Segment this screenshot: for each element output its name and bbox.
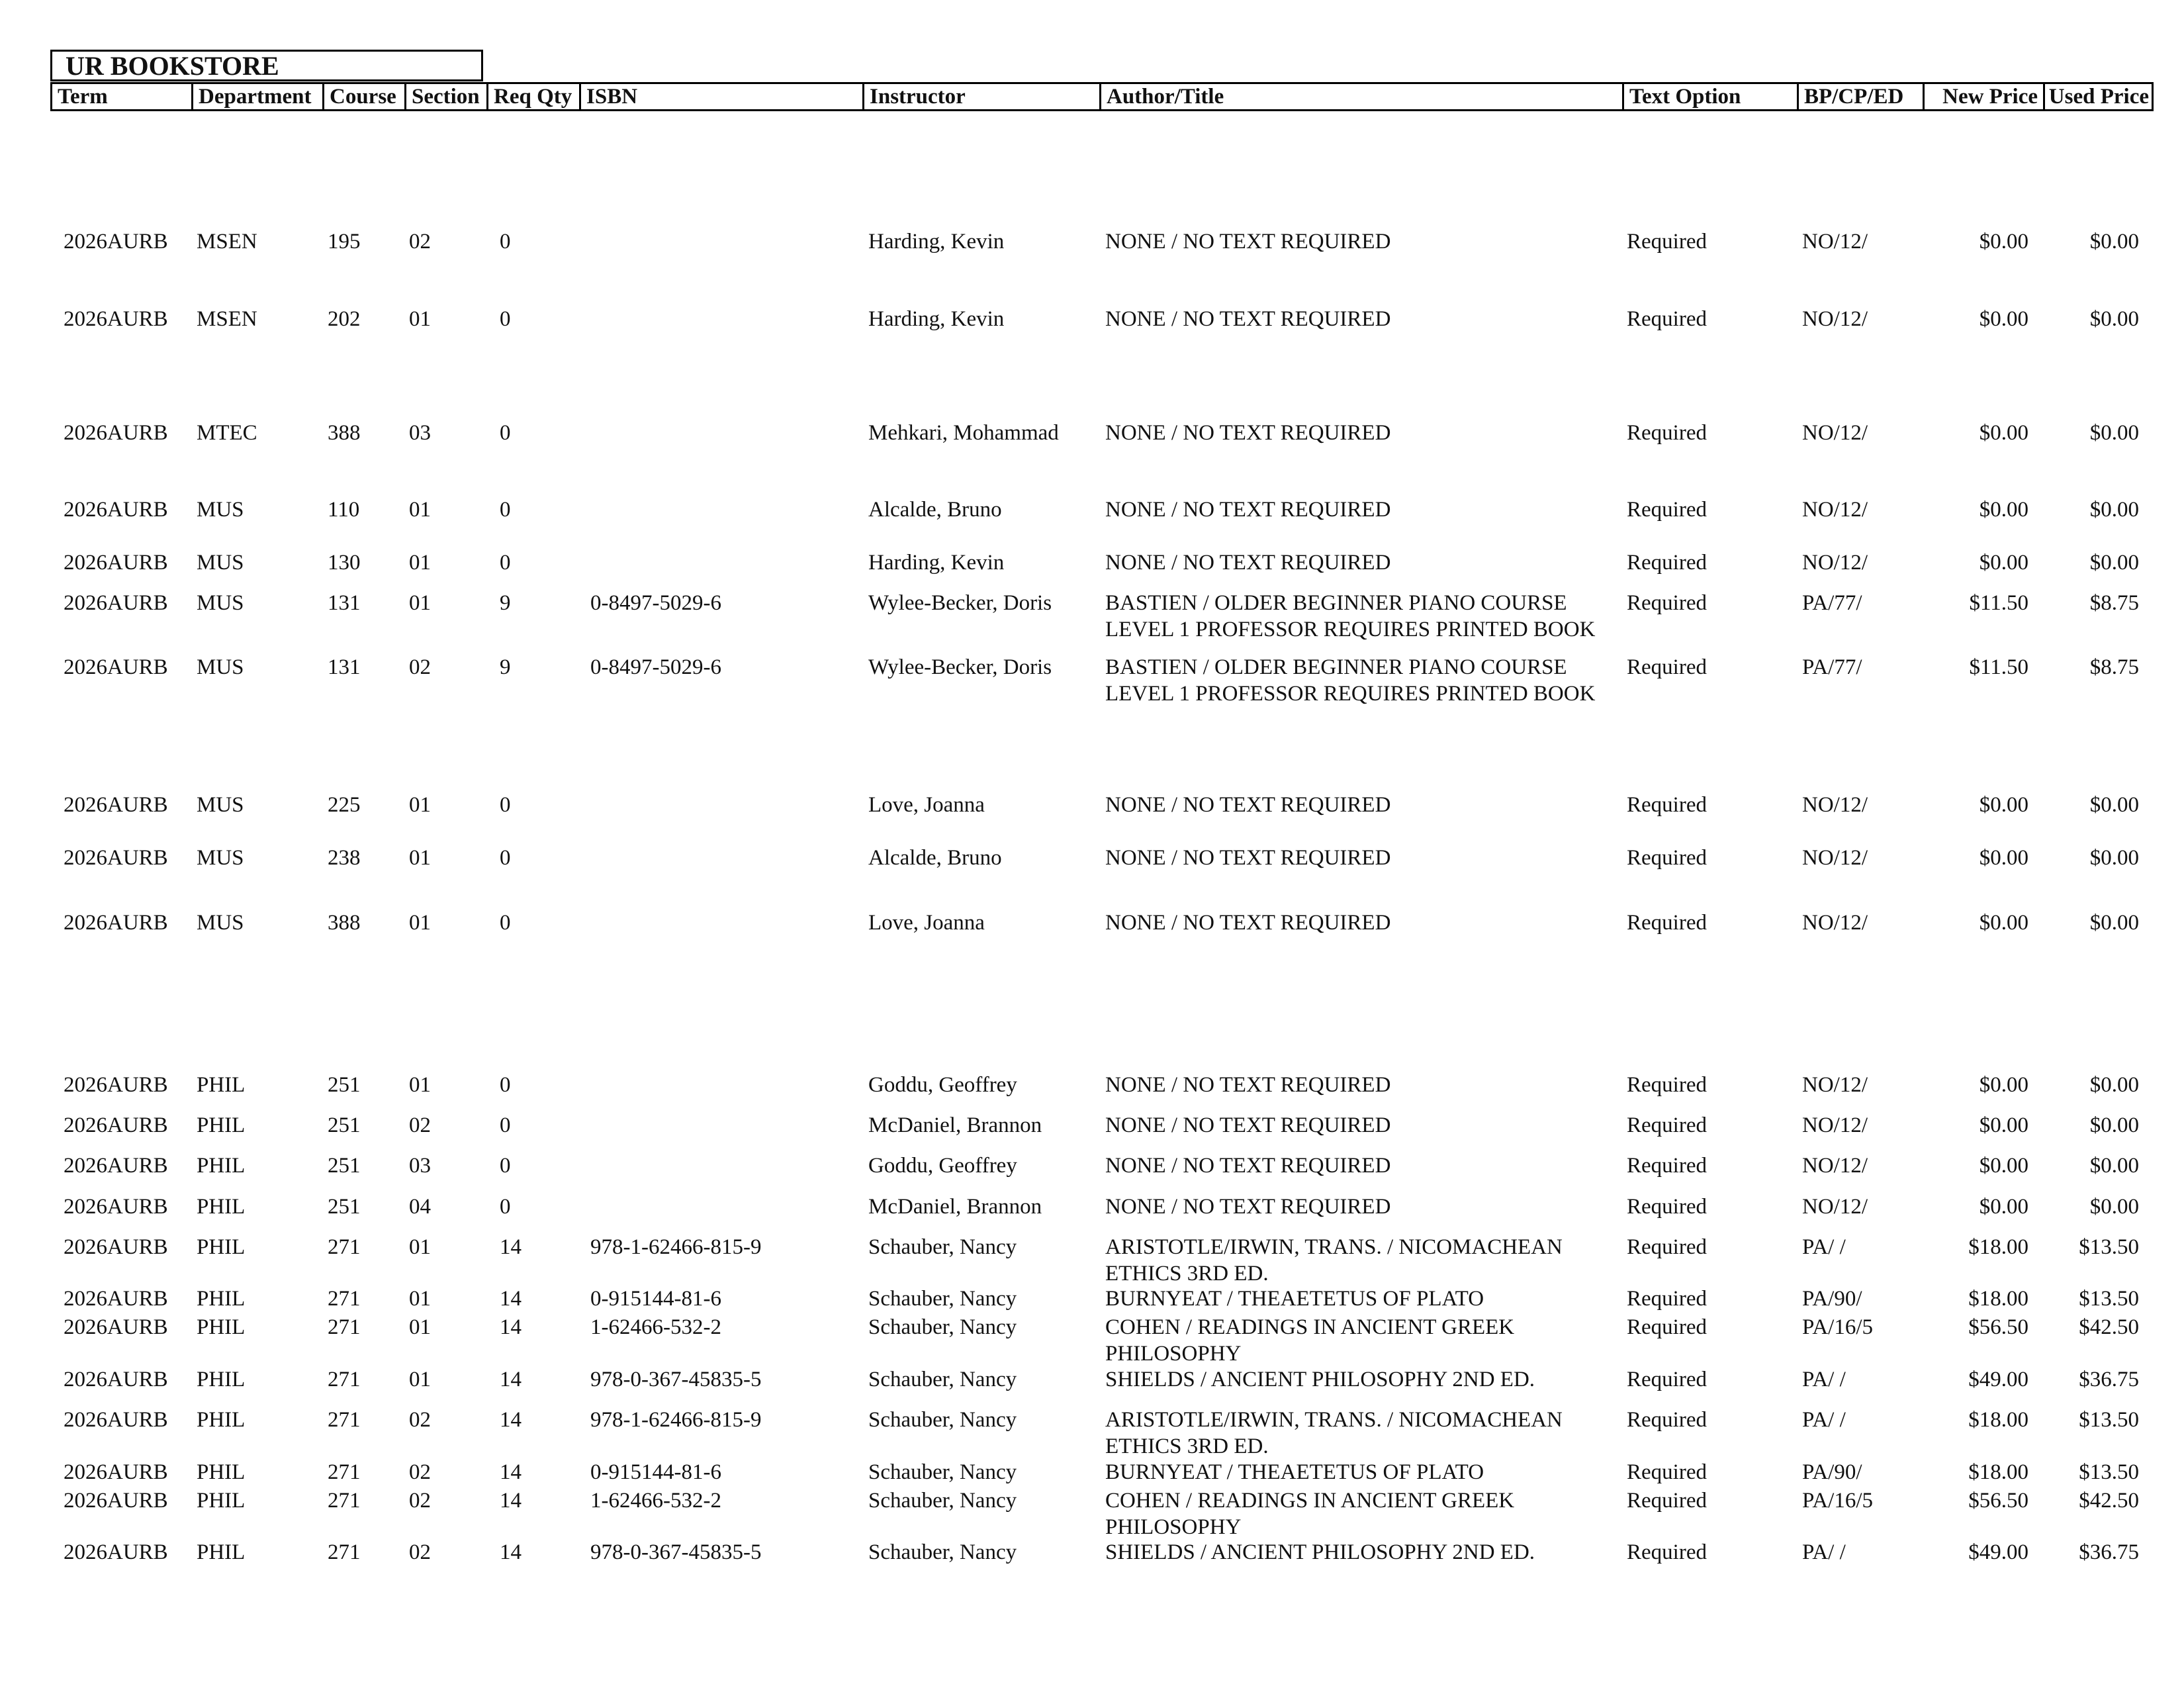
- cell-bp-cp-ed: PA/90/: [1802, 1287, 1862, 1311]
- cell-author-title: NONE / NO TEXT REQUIRED: [1105, 498, 1391, 522]
- cell-bp-cp-ed: NO/12/: [1802, 230, 1868, 254]
- cell-course: 271: [328, 1408, 361, 1432]
- header-author-title: Author/Title: [1099, 84, 1622, 109]
- cell-bp-cp-ed: NO/12/: [1802, 551, 1868, 575]
- cell-req-qty: 0: [500, 1195, 511, 1219]
- cell-course: 225: [328, 793, 361, 817]
- cell-bp-cp-ed: NO/12/: [1802, 421, 1868, 445]
- cell-used-price: $42.50: [2079, 1489, 2139, 1513]
- header-isbn: ISBN: [579, 84, 862, 109]
- cell-instructor: Harding, Kevin: [868, 307, 1005, 331]
- cell-section: 01: [409, 498, 431, 522]
- cell-department: PHIL: [197, 1235, 246, 1259]
- cell-req-qty: 0: [500, 1154, 511, 1178]
- cell-department: MUS: [197, 846, 244, 870]
- cell-bp-cp-ed: NO/12/: [1802, 1113, 1868, 1137]
- cell-used-price: $0.00: [2089, 911, 2139, 935]
- header-section: Section: [404, 84, 486, 109]
- cell-used-price: $13.50: [2079, 1287, 2139, 1311]
- cell-section: 01: [409, 911, 431, 935]
- cell-section: 01: [409, 591, 431, 615]
- cell-author-title: SHIELDS / ANCIENT PHILOSOPHY 2ND ED.: [1105, 1540, 1535, 1564]
- cell-used-price: $0.00: [2089, 1073, 2139, 1097]
- cell-author-title: BASTIEN / OLDER BEGINNER PIANO COURSE LEVEL 1 PROFESSOR REQUIRES PRINTED BOOK: [1105, 655, 1596, 706]
- cell-author-title: BURNYEAT / THEAETETUS OF PLATO: [1105, 1287, 1484, 1311]
- cell-department: MSEN: [197, 230, 257, 254]
- cell-bp-cp-ed: PA/ /: [1802, 1235, 1846, 1259]
- cell-text-option: Required: [1627, 1460, 1707, 1484]
- cell-used-price: $8.75: [2089, 655, 2139, 679]
- cell-author-title: NONE / NO TEXT REQUIRED: [1105, 793, 1391, 817]
- cell-term: 2026AURB: [64, 1315, 168, 1339]
- header-text-option: Text Option: [1622, 84, 1797, 109]
- cell-text-option: Required: [1627, 655, 1707, 679]
- cell-req-qty: 0: [500, 793, 511, 817]
- cell-used-price: $8.75: [2089, 591, 2139, 615]
- cell-bp-cp-ed: NO/12/: [1802, 911, 1868, 935]
- header-used-price: Used Price: [2043, 84, 2152, 109]
- cell-section: 01: [409, 1287, 431, 1311]
- cell-course: 251: [328, 1195, 361, 1219]
- cell-req-qty: 14: [500, 1315, 522, 1339]
- cell-term: 2026AURB: [64, 911, 168, 935]
- cell-instructor: Love, Joanna: [868, 911, 985, 935]
- cell-term: 2026AURB: [64, 846, 168, 870]
- cell-new-price: $0.00: [1979, 911, 2028, 935]
- cell-instructor: Schauber, Nancy: [868, 1408, 1017, 1432]
- cell-course: 202: [328, 307, 361, 331]
- cell-used-price: $0.00: [2089, 421, 2139, 445]
- cell-new-price: $0.00: [1979, 1113, 2028, 1137]
- cell-bp-cp-ed: NO/12/: [1802, 1154, 1868, 1178]
- cell-isbn: 0-8497-5029-6: [590, 655, 721, 679]
- cell-bp-cp-ed: PA/77/: [1802, 655, 1862, 679]
- cell-req-qty: 0: [500, 1113, 511, 1137]
- cell-course: 388: [328, 911, 361, 935]
- cell-instructor: Schauber, Nancy: [868, 1287, 1017, 1311]
- cell-section: 01: [409, 307, 431, 331]
- cell-term: 2026AURB: [64, 498, 168, 522]
- cell-new-price: $0.00: [1979, 793, 2028, 817]
- cell-author-title: NONE / NO TEXT REQUIRED: [1105, 1113, 1391, 1137]
- cell-instructor: Schauber, Nancy: [868, 1540, 1017, 1564]
- cell-text-option: Required: [1627, 1235, 1707, 1259]
- cell-text-option: Required: [1627, 307, 1707, 331]
- cell-department: MUS: [197, 655, 244, 679]
- cell-instructor: Goddu, Geoffrey: [868, 1073, 1017, 1097]
- cell-isbn: 1-62466-532-2: [590, 1489, 721, 1513]
- cell-new-price: $0.00: [1979, 1154, 2028, 1178]
- cell-text-option: Required: [1627, 1073, 1707, 1097]
- cell-term: 2026AURB: [64, 1408, 168, 1432]
- cell-text-option: Required: [1627, 498, 1707, 522]
- cell-req-qty: 0: [500, 421, 511, 445]
- cell-text-option: Required: [1627, 1489, 1707, 1513]
- cell-instructor: Schauber, Nancy: [868, 1489, 1017, 1513]
- cell-section: 02: [409, 655, 431, 679]
- cell-new-price: $49.00: [1968, 1540, 2028, 1564]
- header-new-price: New Price: [1923, 84, 2043, 109]
- cell-instructor: Schauber, Nancy: [868, 1368, 1017, 1391]
- store-title-box: [50, 50, 483, 81]
- cell-instructor: Wylee-Becker, Doris: [868, 591, 1052, 615]
- cell-used-price: $0.00: [2089, 793, 2139, 817]
- cell-department: PHIL: [197, 1195, 246, 1219]
- cell-course: 130: [328, 551, 361, 575]
- cell-req-qty: 14: [500, 1489, 522, 1513]
- cell-req-qty: 0: [500, 498, 511, 522]
- cell-bp-cp-ed: NO/12/: [1802, 1195, 1868, 1219]
- cell-section: 01: [409, 846, 431, 870]
- cell-course: 195: [328, 230, 361, 254]
- cell-section: 03: [409, 421, 431, 445]
- cell-text-option: Required: [1627, 1315, 1707, 1339]
- cell-course: 271: [328, 1540, 361, 1564]
- cell-section: 02: [409, 1489, 431, 1513]
- cell-section: 01: [409, 551, 431, 575]
- cell-used-price: $13.50: [2079, 1235, 2139, 1259]
- cell-text-option: Required: [1627, 1368, 1707, 1391]
- cell-course: 251: [328, 1073, 361, 1097]
- cell-req-qty: 0: [500, 230, 511, 254]
- cell-course: 251: [328, 1113, 361, 1137]
- cell-text-option: Required: [1627, 1287, 1707, 1311]
- cell-author-title: COHEN / READINGS IN ANCIENT GREEK PHILOSOPHY: [1105, 1315, 1515, 1366]
- cell-instructor: Alcalde, Bruno: [868, 846, 1002, 870]
- cell-text-option: Required: [1627, 551, 1707, 575]
- cell-section: 01: [409, 1235, 431, 1259]
- cell-course: 131: [328, 655, 361, 679]
- cell-author-title: NONE / NO TEXT REQUIRED: [1105, 421, 1391, 445]
- cell-isbn: 0-8497-5029-6: [590, 591, 721, 615]
- cell-department: PHIL: [197, 1540, 246, 1564]
- cell-new-price: $0.00: [1979, 307, 2028, 331]
- cell-used-price: $0.00: [2089, 846, 2139, 870]
- cell-section: 02: [409, 1540, 431, 1564]
- cell-course: 271: [328, 1460, 361, 1484]
- cell-author-title: NONE / NO TEXT REQUIRED: [1105, 1154, 1391, 1178]
- cell-new-price: $56.50: [1968, 1315, 2028, 1339]
- cell-new-price: $0.00: [1979, 421, 2028, 445]
- cell-used-price: $0.00: [2089, 230, 2139, 254]
- cell-course: 131: [328, 591, 361, 615]
- cell-bp-cp-ed: NO/12/: [1802, 846, 1868, 870]
- cell-new-price: $18.00: [1968, 1408, 2028, 1432]
- cell-author-title: NONE / NO TEXT REQUIRED: [1105, 307, 1391, 331]
- cell-course: 271: [328, 1489, 361, 1513]
- cell-course: 388: [328, 421, 361, 445]
- cell-department: PHIL: [197, 1154, 246, 1178]
- store-title: UR BOOKSTORE: [66, 51, 279, 81]
- cell-term: 2026AURB: [64, 1368, 168, 1391]
- cell-new-price: $0.00: [1979, 498, 2028, 522]
- cell-instructor: Goddu, Geoffrey: [868, 1154, 1017, 1178]
- cell-author-title: ARISTOTLE/IRWIN, TRANS. / NICOMACHEAN ETHICS 3RD ED.: [1105, 1408, 1563, 1458]
- cell-text-option: Required: [1627, 911, 1707, 935]
- cell-req-qty: 0: [500, 911, 511, 935]
- cell-new-price: $11.50: [1969, 655, 2028, 679]
- cell-text-option: Required: [1627, 1540, 1707, 1564]
- cell-department: MTEC: [197, 421, 257, 445]
- cell-author-title: NONE / NO TEXT REQUIRED: [1105, 846, 1391, 870]
- cell-isbn: 978-1-62466-815-9: [590, 1408, 762, 1432]
- cell-course: 271: [328, 1315, 361, 1339]
- header-course: Course: [322, 84, 404, 109]
- cell-new-price: $0.00: [1979, 551, 2028, 575]
- cell-req-qty: 14: [500, 1235, 522, 1259]
- cell-term: 2026AURB: [64, 551, 168, 575]
- cell-term: 2026AURB: [64, 1073, 168, 1097]
- cell-instructor: Schauber, Nancy: [868, 1315, 1017, 1339]
- cell-new-price: $18.00: [1968, 1460, 2028, 1484]
- cell-req-qty: 0: [500, 1073, 511, 1097]
- cell-department: MUS: [197, 793, 244, 817]
- cell-instructor: McDaniel, Brannon: [868, 1113, 1042, 1137]
- cell-used-price: $36.75: [2079, 1368, 2139, 1391]
- cell-department: PHIL: [197, 1408, 246, 1432]
- cell-section: 04: [409, 1195, 431, 1219]
- cell-department: PHIL: [197, 1113, 246, 1137]
- cell-term: 2026AURB: [64, 793, 168, 817]
- header-term: Term: [58, 85, 108, 109]
- cell-new-price: $0.00: [1979, 846, 2028, 870]
- cell-used-price: $42.50: [2079, 1315, 2139, 1339]
- cell-section: 01: [409, 1315, 431, 1339]
- header-instructor: Instructor: [862, 84, 1099, 109]
- cell-instructor: Alcalde, Bruno: [868, 498, 1002, 522]
- cell-section: 01: [409, 793, 431, 817]
- cell-author-title: BURNYEAT / THEAETETUS OF PLATO: [1105, 1460, 1484, 1484]
- cell-term: 2026AURB: [64, 655, 168, 679]
- cell-text-option: Required: [1627, 230, 1707, 254]
- cell-department: PHIL: [197, 1073, 246, 1097]
- table-header: [50, 82, 2154, 111]
- cell-term: 2026AURB: [64, 307, 168, 331]
- cell-new-price: $56.50: [1968, 1489, 2028, 1513]
- cell-bp-cp-ed: NO/12/: [1802, 307, 1868, 331]
- cell-course: 110: [328, 498, 360, 522]
- cell-bp-cp-ed: NO/12/: [1802, 498, 1868, 522]
- cell-author-title: NONE / NO TEXT REQUIRED: [1105, 1195, 1391, 1219]
- cell-author-title: COHEN / READINGS IN ANCIENT GREEK PHILOSOPHY: [1105, 1489, 1515, 1539]
- cell-department: PHIL: [197, 1489, 246, 1513]
- cell-used-price: $0.00: [2089, 498, 2139, 522]
- cell-used-price: $13.50: [2079, 1460, 2139, 1484]
- cell-section: 01: [409, 1368, 431, 1391]
- cell-section: 02: [409, 1460, 431, 1484]
- cell-instructor: Harding, Kevin: [868, 230, 1005, 254]
- cell-bp-cp-ed: PA/ /: [1802, 1368, 1846, 1391]
- cell-term: 2026AURB: [64, 1154, 168, 1178]
- cell-new-price: $11.50: [1969, 591, 2028, 615]
- cell-used-price: $0.00: [2089, 1195, 2139, 1219]
- cell-isbn: 0-915144-81-6: [590, 1287, 721, 1311]
- cell-req-qty: 0: [500, 846, 511, 870]
- cell-author-title: NONE / NO TEXT REQUIRED: [1105, 551, 1391, 575]
- cell-department: PHIL: [197, 1315, 246, 1339]
- cell-department: MUS: [197, 498, 244, 522]
- cell-bp-cp-ed: PA/16/5: [1802, 1489, 1873, 1513]
- cell-department: MSEN: [197, 307, 257, 331]
- cell-course: 251: [328, 1154, 361, 1178]
- cell-instructor: Love, Joanna: [868, 793, 985, 817]
- cell-bp-cp-ed: PA/77/: [1802, 591, 1862, 615]
- cell-section: 02: [409, 1408, 431, 1432]
- cell-req-qty: 9: [500, 655, 511, 679]
- cell-text-option: Required: [1627, 1408, 1707, 1432]
- cell-bp-cp-ed: NO/12/: [1802, 793, 1868, 817]
- cell-req-qty: 9: [500, 591, 511, 615]
- cell-used-price: $0.00: [2089, 307, 2139, 331]
- cell-bp-cp-ed: NO/12/: [1802, 1073, 1868, 1097]
- header-req-qty: Req Qty: [486, 84, 579, 109]
- cell-bp-cp-ed: PA/16/5: [1802, 1315, 1873, 1339]
- cell-text-option: Required: [1627, 1154, 1707, 1178]
- cell-section: 01: [409, 1073, 431, 1097]
- cell-term: 2026AURB: [64, 230, 168, 254]
- cell-req-qty: 0: [500, 551, 511, 575]
- cell-bp-cp-ed: PA/ /: [1802, 1540, 1846, 1564]
- cell-author-title: SHIELDS / ANCIENT PHILOSOPHY 2ND ED.: [1105, 1368, 1535, 1391]
- cell-bp-cp-ed: PA/ /: [1802, 1408, 1846, 1432]
- cell-text-option: Required: [1627, 421, 1707, 445]
- cell-text-option: Required: [1627, 1195, 1707, 1219]
- header-department: Department: [191, 84, 322, 109]
- cell-department: MUS: [197, 551, 244, 575]
- cell-used-price: $0.00: [2089, 551, 2139, 575]
- cell-new-price: $0.00: [1979, 1195, 2028, 1219]
- cell-new-price: $0.00: [1979, 230, 2028, 254]
- header-bp-cp-ed: BP/CP/ED: [1797, 84, 1923, 109]
- cell-author-title: NONE / NO TEXT REQUIRED: [1105, 911, 1391, 935]
- cell-course: 271: [328, 1287, 361, 1311]
- cell-text-option: Required: [1627, 1113, 1707, 1137]
- cell-instructor: McDaniel, Brannon: [868, 1195, 1042, 1219]
- cell-course: 271: [328, 1235, 361, 1259]
- cell-author-title: ARISTOTLE/IRWIN, TRANS. / NICOMACHEAN ETHICS 3RD ED.: [1105, 1235, 1563, 1286]
- cell-term: 2026AURB: [64, 1460, 168, 1484]
- cell-text-option: Required: [1627, 793, 1707, 817]
- cell-instructor: Harding, Kevin: [868, 551, 1005, 575]
- cell-used-price: $0.00: [2089, 1154, 2139, 1178]
- cell-new-price: $0.00: [1979, 1073, 2028, 1097]
- cell-term: 2026AURB: [64, 421, 168, 445]
- cell-req-qty: 14: [500, 1540, 522, 1564]
- cell-bp-cp-ed: PA/90/: [1802, 1460, 1862, 1484]
- cell-department: MUS: [197, 911, 244, 935]
- cell-author-title: BASTIEN / OLDER BEGINNER PIANO COURSE LEVEL 1 PROFESSOR REQUIRES PRINTED BOOK: [1105, 591, 1596, 641]
- cell-used-price: $36.75: [2079, 1540, 2139, 1564]
- cell-new-price: $18.00: [1968, 1235, 2028, 1259]
- cell-isbn: 978-1-62466-815-9: [590, 1235, 762, 1259]
- cell-course: 238: [328, 846, 361, 870]
- cell-isbn: 978-0-367-45835-5: [590, 1368, 762, 1391]
- cell-term: 2026AURB: [64, 1235, 168, 1259]
- cell-department: PHIL: [197, 1460, 246, 1484]
- cell-new-price: $18.00: [1968, 1287, 2028, 1311]
- cell-isbn: 0-915144-81-6: [590, 1460, 721, 1484]
- cell-author-title: NONE / NO TEXT REQUIRED: [1105, 230, 1391, 254]
- cell-course: 271: [328, 1368, 361, 1391]
- cell-author-title: NONE / NO TEXT REQUIRED: [1105, 1073, 1391, 1097]
- cell-term: 2026AURB: [64, 1113, 168, 1137]
- cell-instructor: Schauber, Nancy: [868, 1460, 1017, 1484]
- cell-text-option: Required: [1627, 591, 1707, 615]
- cell-department: PHIL: [197, 1287, 246, 1311]
- cell-term: 2026AURB: [64, 1540, 168, 1564]
- cell-req-qty: 0: [500, 307, 511, 331]
- cell-term: 2026AURB: [64, 1287, 168, 1311]
- cell-req-qty: 14: [500, 1368, 522, 1391]
- cell-department: PHIL: [197, 1368, 246, 1391]
- cell-text-option: Required: [1627, 846, 1707, 870]
- cell-req-qty: 14: [500, 1408, 522, 1432]
- cell-section: 02: [409, 1113, 431, 1137]
- cell-term: 2026AURB: [64, 591, 168, 615]
- cell-used-price: $13.50: [2079, 1408, 2139, 1432]
- cell-instructor: Mehkari, Mohammad: [868, 421, 1059, 445]
- cell-section: 02: [409, 230, 431, 254]
- cell-term: 2026AURB: [64, 1489, 168, 1513]
- cell-used-price: $0.00: [2089, 1113, 2139, 1137]
- cell-req-qty: 14: [500, 1460, 522, 1484]
- cell-section: 03: [409, 1154, 431, 1178]
- cell-instructor: Wylee-Becker, Doris: [868, 655, 1052, 679]
- cell-new-price: $49.00: [1968, 1368, 2028, 1391]
- cell-isbn: 978-0-367-45835-5: [590, 1540, 762, 1564]
- cell-instructor: Schauber, Nancy: [868, 1235, 1017, 1259]
- cell-req-qty: 14: [500, 1287, 522, 1311]
- cell-term: 2026AURB: [64, 1195, 168, 1219]
- cell-isbn: 1-62466-532-2: [590, 1315, 721, 1339]
- cell-department: MUS: [197, 591, 244, 615]
